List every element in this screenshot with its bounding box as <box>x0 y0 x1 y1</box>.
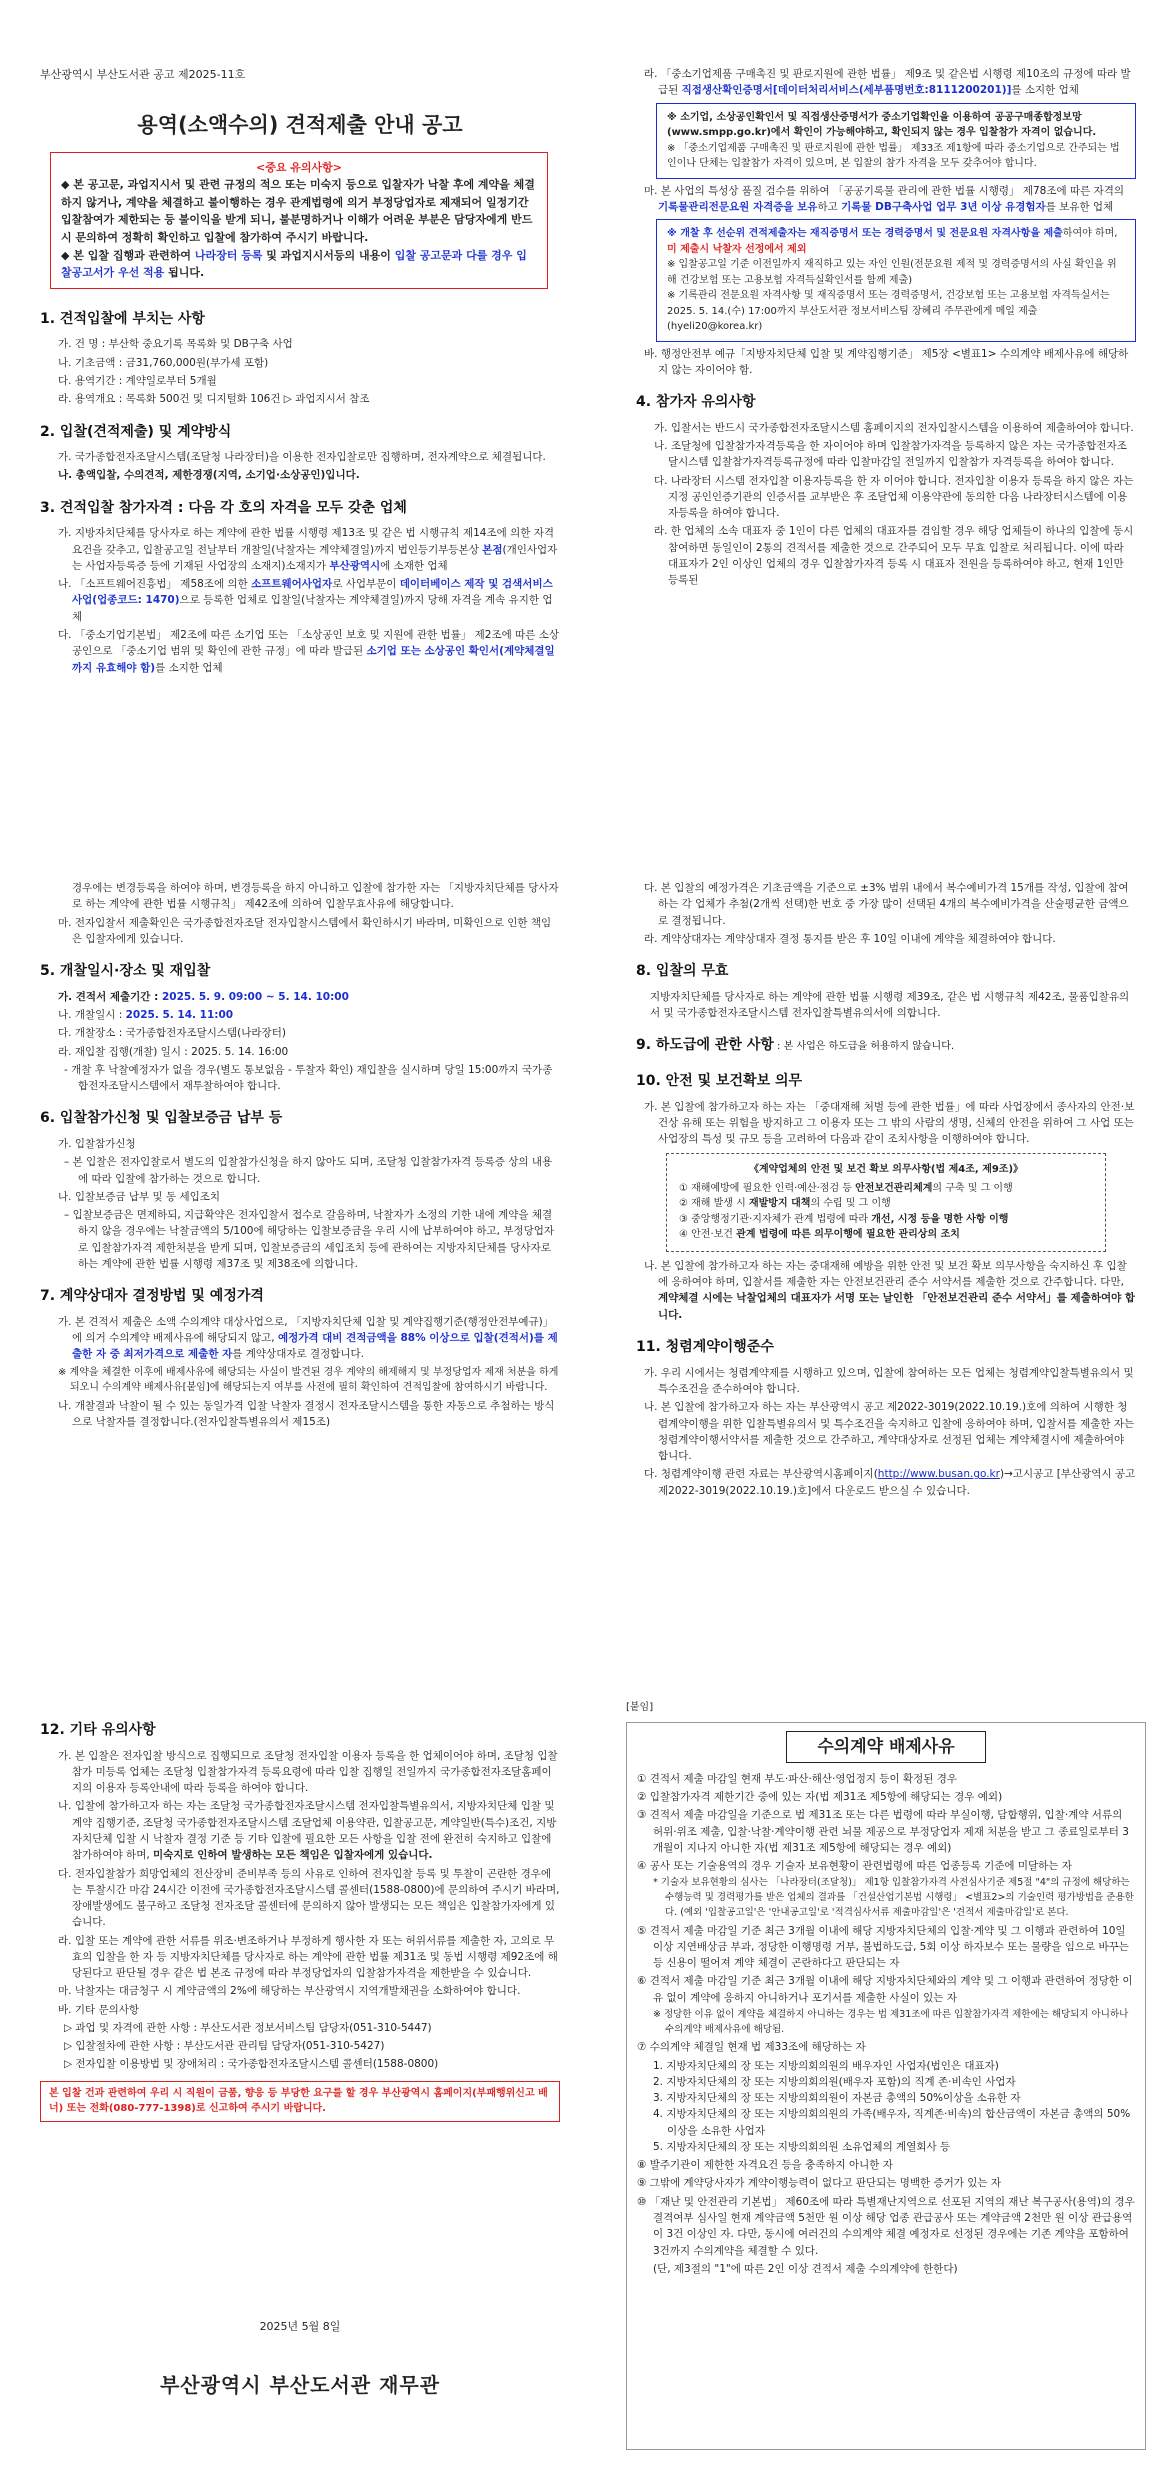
s4-d: 라. 한 업체의 소속 대표자 중 1인이 다른 업체의 대표자를 겸임할 경우 해당 업체들이 하나의 입찰에 동시 참여하면 동일인이 2통의 견적서를 제출한 것으로 간주되어 모두 무효 입찰로 처리됩니다. 이에 따라 대표자가 2인 이상인 업체의 경우 입찰참가자격 등록 시 대표자 전원을 등록하여야 하고, 현재 1인만 등록된 <box>654 525 1134 587</box>
annex-title: 수의계약 배제사유 <box>786 1731 985 1763</box>
s6-a1: – 본 입찰은 전자입찰로서 별도의 입찰참가신청을 하지 않아도 되며, 조달청 입찰참가자격 등록증 상의 내용에 따라 입찰에 참가하는 것으로 합니다. <box>64 1156 553 1185</box>
section6-title: 6. 입찰참가신청 및 입찰보증금 납부 등 <box>40 1110 283 1127</box>
s3-box4: ※ 입찰공고일 기준 이전일까지 재직하고 있는 자인 인원(전문요원 제적 및 경력증명서의 사실 확인을 위해 건강보험 또는 고용보험 자격득실확인서를 함께 제출) <box>667 259 1117 286</box>
s6-a: 가. 입찰참가신청 <box>58 1138 136 1151</box>
s4-c: 다. 나라장터 시스템 전자입찰 이용자등록을 한 자 이어야 합니다. 전자입찰 이용자 등록을 하지 않은 자는 지정 공인인증기관의 인증서를 교부받은 후 조달업체 이용약관에 동의한 다음 나라장터시스템에 이용자등록을 하여야 합니다. <box>654 474 1134 520</box>
s3-d: 라. 「중소기업제품 구매촉진 및 판로지원에 관한 법률」 제9조 및 같은법 시행령 제10조의 규정에 따라 발급된 직접생산확인증명서[데이터처리서비스(세부품명번호:8111200201)]를 소지한 업체 <box>644 68 1131 97</box>
s12-f1: ▷ 과업 및 자격에 관한 사항 : 부산도서관 정보서비스팀 담당자(051-310-5447) <box>64 2021 432 2034</box>
s11-c: 다. 청렴계약이행 관련 자료는 부산광역시홈페이지(http://www.busan.go.kr)→고시공고 [부산광역시 공고 제2022-3019(2022.10.19.)호]에서 다운로드 받으실 수 있습니다. <box>644 1468 1136 1497</box>
s12-c: 다. 전자입찰참가 희망업체의 전산장비 준비부족 등의 사유로 인하여 전자입찰 등록 및 투찰이 곤란한 경우에는 투찰시간 마감 24시간 이전에 국가종합전자조달시스템 콜센터(1588-0800)에 문의하여 주시기 바라며, 장애발생에도 불구하고 조달청 전자조달 콜센터에 문의하지 않아 발생되는 모든 책임은 입찰참가자에게 있습니다. <box>58 1867 560 1929</box>
s5-d: 라. 재입찰 집행(개찰) 일시 : 2025. 5. 14. 16:00 <box>58 1045 289 1058</box>
section5-title: 5. 개찰일시·장소 및 재입찰 <box>40 963 211 980</box>
s3-box5: ※ 기록관리 전문요원 자격사항 및 재직증명서 또는 경력증명서, 건강보험 또는 고용보험 자격득실서는 2025. 5. 14.(수) 17:00까지 부산도서관 정보서비스팀 장혜리 주무관에게 메일 제출(hyeli20@korea.kr) <box>667 290 1110 333</box>
s11-a: 가. 우리 시에서는 청렴계약제를 시행하고 있으며, 입찰에 참여하는 모든 업체는 청렴계약입찰특별유의서 및 특수조건을 준수하여야 합니다. <box>644 1366 1134 1395</box>
section10-title: 10. 안전 및 보건확보 의무 <box>636 1072 803 1089</box>
s10-duty-box <box>666 1153 1106 1252</box>
s12-f2: ▷ 입찰절차에 관한 사항 : 부산도서관 관리팀 담당자(051-310-5427) <box>64 2040 385 2053</box>
s3-info-box <box>656 103 1136 179</box>
s3-box2: ※ 「중소기업제품 구매촉진 및 판로지원에 관한 법률」 제33조 제1항에 따라 중소기업으로 간주되는 법인이나 단체는 입찰참가 자격이 있으며, 본 입찰의 참가 자격을 모두 갖추어야 합니다. <box>667 142 1120 170</box>
panel2-left <box>40 880 560 1432</box>
busan-homepage-link[interactable]: http://www.busan.go.kr <box>877 1468 1000 1481</box>
annex-item-7-3: 3. 지방자치단체의 장 또는 지방의회의원이 자본금 총액의 50%이상을 소유한 자 <box>653 2092 1021 2105</box>
s3-staff-box <box>656 219 1136 342</box>
caution-heading: <중요 유의사항> <box>255 160 343 174</box>
section12-title: 12. 기타 유의사항 <box>40 1722 156 1738</box>
s4-b: 나. 조달청에 입찰참가자격등록을 한 자이어야 하며 입찰참가자격을 등록하지 않은 자는 국가종합전자조달시스템 입찰참가자격등록규정에 따라 입찰마감일 전일까지 입찰참가 자격등록을 하여야 합니다. <box>654 440 1127 469</box>
annex-item-5: ⑤ 견적서 제출 마감일 기준 최근 3개월 이내에 해당 지방자치단체의 입찰·계약 및 그 이행과 관련하여 10일 이상 지연배상금 부과, 정당한 이행명령 거부, 불법하도급, 5회 이상 하자보수 또는 물량을 임으로 바꾸는 등 신용이 떨어져 계약 체결이 곤란하다고 판단되는 자 <box>637 1924 1129 1970</box>
s3-box3: ※ 개찰 후 선순위 견적제출자는 재직증명서 또는 경력증명서 및 전문요원 자격사항을 제출하여야 하며, 미 제출시 낙찰자 선정에서 제외 <box>667 228 1118 255</box>
annex-item-4-note: * 기술자 보유현황의 심사는 「나라장터(조달청)」 제1항 입찰참가자격 사전심사기준 제5절 "4"의 규정에 해당하는 수행능력 및 경력평가를 받은 업체의 결과를 「건설산업기본법 시행령」 <별표2>의 기술인력 평가방법을 준용한다. (예외 '입찰공고일'은 '안내공고일'로 '적격심사서류 제출마감일'은 '견적서 제출마감일'로 본다. <box>653 1877 1134 1918</box>
section7-title: 7. 계약상대자 결정방법 및 예정가격 <box>40 1288 264 1305</box>
s7-a: 가. 본 견적서 제출은 소액 수의계약 대상사업으로, 「지방자치단체 입찰 및 계약집행기준(행정안전부예규)」에 의거 수의계약 배제사유에 해당되지 않고, 예정가격 대비 견적금액을 88% 이상으로 입찰(견적서)를 제출한 자 중 최저가격으로 제출한 자를 계약상대자로 결정합니다. <box>58 1315 558 1361</box>
s10-box-title: 《계약업체의 안전 및 보건 확보 의무사항(법 제4조, 제9조)》 <box>748 1164 1024 1176</box>
section8-title: 8. 입찰의 무효 <box>636 963 729 980</box>
annex-item-10: ⑩ 「재난 및 안전관리 기본법」 제60조에 따라 특별재난지역으로 선포된 지역의 재난 복구공사(용역)의 경우 결격여부 심사일 현재 계약금액 5천만 원 이상 해당 업종 관급공사 또는 계약금액 2천만 원 이상 관급용역이 3건 이상인 자. 다만, 동시에 여러건의 수의계약 체결 예정자로 선정된 경우에는 기존 계약을 포함하여 3건까지 수의계약을 체결할 수 있다. <box>637 2195 1135 2257</box>
s7-a-note: ※ 계약을 체결한 이후에 배제사유에 해당되는 사실이 발견된 경우 계약의 해제해지 및 부정당업자 제재 처분을 하게 되오니 수의계약 배제사유[붙임]에 해당되는지 여부를 사전에 필히 확인하여 견적입찰에 참여하시기 바랍니다. <box>58 1366 559 1394</box>
s5-a: 가. 견적서 제출기간 : 2025. 5. 9. 09:00 ~ 5. 14. 10:00 <box>58 990 349 1003</box>
annex-item-7: ⑦ 수의계약 체결일 현재 법 제33조에 해당하는 자 <box>637 2041 866 2054</box>
annex-tag: [붙임] <box>626 1702 654 1713</box>
s12-d: 라. 입찰 또는 계약에 관한 서류를 위조·변조하거나 부정하게 행사한 자 또는 허위서류를 제출한 자, 고의로 무효의 입찰을 한 자 등 지방자치단체를 당사자로 하는 계약에 관한 법률 제31조 및 동법 시행령 제92조에 해당된다고 판단될 경우 같은 법 본조 규정에 따라 부정당업자의 입찰참가자격을 제한받을 수 있습니다. <box>58 1934 558 1980</box>
section2-title: 2. 입찰(견적제출) 및 계약방식 <box>40 423 232 440</box>
section9: 9. 하도급에 관한 사항 : 본 사업은 하도급을 허용하지 않습니다. <box>636 1037 955 1054</box>
section1-title: 1. 견적입찰에 부치는 사항 <box>40 310 205 327</box>
annex-item-2: ② 입찰참가자격 제한기간 중에 있는 자(법 제31조 제5항에 해당되는 경우 예외) <box>637 1791 1003 1804</box>
s5-b: 나. 개찰일시 : 2025. 5. 14. 11:00 <box>58 1009 234 1022</box>
page-title: 용역(소액수의) 견적제출 안내 공고 <box>137 113 463 138</box>
annex-item-6: ⑥ 견적서 제출 마감일 기준 최근 3개월 이내에 해당 지방자치단체와의 계약 및 그 이행과 관련하여 정당한 이유 없이 계약에 응하지 아니하거나 포기서를 제출한 사실이 있는 자 <box>637 1975 1133 2004</box>
s1-a: 가. 건 명 : 부산학 중요기록 목록화 및 DB구축 사업 <box>58 338 293 351</box>
panel2-right <box>636 880 1136 1501</box>
caution-p1: ◆ 본 공고문, 과업지시서 및 관련 규정의 적으 또는 미숙지 등으로 입찰자가 낙찰 후에 계약을 체결하지 않거나, 계약을 체결하고 불이행하는 경우 관계법령에 의거 부정당업자로 제재되어 일정기간 입찰참여가 제한되는 등 불이익을 받게 되니, 불분명하거나 이해가 어려운 부분은 담당자에게 반드시 문의하여 정확히 확인하고 입찰에 참가하여 주시기 바랍니다. <box>61 178 535 244</box>
s3-c: 다. 「중소기업기본법」 제2조에 따른 소기업 또는 「소상공인 보호 및 지원에 관한 법률」 제2조에 따른 소상공인으로 「중소기업 범위 및 확인에 관한 규정」에 따라 발급된 소기업 또는 소상공인 확인서(계약체결일까지 유효해야 함)를 소지한 업체 <box>58 629 560 674</box>
s3-b: 나. 「소프트웨어진흥법」 제58조에 의한 소프트웨어사업자로 사업부문이 데이터베이스 제작 및 검색서비스 사업(업종코드: 1470)으로 등록한 업체로 입찰일(낙찰자는 계약체결일)까지 당해 자격을 계속 유지한 업체 <box>58 578 553 623</box>
s11-b: 나. 본 입찰에 참가하고자 하는 자는 부산광역시 공고 제2022-3019(2022.10.19.)호에 의하여 시행한 청렴계약이행을 위한 입찰특별유의서 및 특수조건을 숙지하고 입찰에 응하여야 하며, 입찰서를 제출한 자는 청렴계약이행서약서를 제출한 것으로 간주하고, 계약대상자로 선정된 업체는 계약체결시에 제출하여야 합니다. <box>644 1401 1135 1463</box>
s10-b: 나. 본 입찰에 참가하고자 하는 자는 중대재해 예방을 위한 안전 및 보건 확보 의무사항을 숙지하신 후 입찰에 응하여야 하며, 입찰서를 제출한 자는 안전보건관리 준수 서약서를 제출한 것으로 간주합니다. 다만, 계약체결 시에는 낙찰업체의 대표자가 서명 또는 날인한 「안전보건관리 준수 서약서」를 제출하여야 합니다. <box>644 1259 1136 1321</box>
s3-box1: ※ 소기업, 소상공인확인서 및 직접생산증명서가 중소기업확인을 이용하여 공공구매종합정보망(www.smpp.go.kr)에서 확인이 가능해야하고, 확인되지 않는 경우 입찰참가 자격이 없습니다. <box>667 111 1097 139</box>
s3-f: 바. 행정안전부 예규「지방자치단체 입찰 및 계약집행기준」 제5장 <별표1> 수의계약 배제사유에 해당하지 않는 자이어야 함. <box>644 347 1129 376</box>
s12-warning: 본 입찰 건과 관련하여 우리 시 직원이 금품, 향응 등 부당한 요구를 할 경우 부산광역시 홈페이지(부패행위신고 배너) 또는 전화(080-777-1398)로 신고하여 주시기 바랍니다. <box>40 2081 560 2122</box>
panel1-right <box>636 66 1136 590</box>
s5-e: - 개찰 후 낙찰예정자가 없을 경우(별도 통보없음 - 투찰자 확인) 재입찰을 실시하며 당일 15:00까지 국가종합전자조달시스템에서 재투찰하여야 합니다. <box>64 1063 553 1093</box>
notice-number: 부산광역시 부산도서관 공고 제2025-11호 <box>40 68 246 81</box>
s10-box-2: ② 재해 발생 시 재발방지 대책의 수립 및 그 이행 <box>679 1198 891 1210</box>
caution-p2: ◆ 본 입찰 집행과 관련하여 나라장터 등록 및 과업지시서등의 내용이 입찰 공고문과 다를 경우 입찰공고서가 우선 적용 됩니다. <box>61 248 527 280</box>
s8-a: 지방자치단체를 당사자로 하는 계약에 관한 법률 시행령 제39조, 같은 법 시행규칙 제42조, 물품입찰유의서 및 국가종합전자조달시스템 전자입찰특별유의서에 의합니다. <box>650 990 1130 1020</box>
s4-a: 가. 입찰서는 반드시 국가종합전자조달시스템 홈페이지의 전자입찰시스템을 이용하여 제출하여야 합니다. <box>654 421 1134 434</box>
s12-b: 나. 입찰에 참가하고자 하는 자는 조달청 국가종합전자조달시스템 전자입찰특별유의서, 지방자치단체 입찰 및 계약 집행기준, 조달청 국가종합전자조달시스템 조달업체 이용약관, 입찰공고문, 계약일반(특수)조건, 지방자치단체 입찰 시 낙찰자 결정 기준 등 기타 입찰에 필요한 모든 사항을 입찰 전에 완전히 숙지하고 입찰에 참가하여야 하며, 미숙지로 인하여 발생하는 모든 책임은 입찰자에게 있습니다. <box>58 1800 557 1862</box>
annex-panel <box>626 1700 1146 2450</box>
s5-c: 다. 개찰장소 : 국가종합전자조달시스템(나라장터) <box>58 1027 286 1040</box>
s3-e: 마. 본 사업의 특성상 품질 검수를 위하여 「공공기록물 관리에 관한 법률 시행령」 제78조에 따른 자격의 기록물관리전문요원 자격증을 보유하고 기록물 DB구축사업 업무 3년 이상 유경험자를 보유한 업체 <box>644 184 1125 213</box>
annex-item-7-5: 5. 지방자치단체의 장 또는 지방의회의원 소유업체의 계열회사 등 <box>653 2140 951 2153</box>
footer-signature: 부산광역시 부산도서관 재무관 <box>159 2373 441 2397</box>
section4-title: 4. 참가자 유의사항 <box>636 394 756 411</box>
annex-item-4: ④ 공사 또는 기술용역의 경우 기술자 보유현황이 관련법령에 따른 업종등록 기준에 미달하는 자 <box>637 1860 1072 1873</box>
annex-item-1: ① 견적서 제출 마감일 현재 부도·파산·해산·영업정지 등이 확정된 경우 <box>637 1772 957 1785</box>
s1-c: 다. 용역기간 : 계약일로부터 5개월 <box>58 374 217 387</box>
s10-box-3: ③ 중앙행정기관·지자체가 관계 법령에 따라 개선, 시정 등을 명한 사항 이행 <box>679 1213 1009 1225</box>
section3-title: 3. 견적입찰 참가자격 : 다음 각 호의 자격을 모두 갖춘 업체 <box>40 499 407 516</box>
panel1-left <box>40 66 560 678</box>
s7-b: 나. 개찰결과 낙찰이 될 수 있는 동일가격 입찰 낙찰자 결정시 전자조달시스템을 통한 자동으로 추첨하는 방식으로 낙찰자를 결정합니다.(전자입찰특별유의서 제15조) <box>58 1399 555 1428</box>
s1-d: 라. 용역개요 : 목록화 500건 및 디지털화 106건 ▷ 과업지시서 참조 <box>58 393 370 406</box>
s10-box-4: ④ 안전·보건 관계 법령에 따른 의무이행에 필요한 관리상의 조치 <box>679 1229 960 1241</box>
s12-a: 가. 본 입찰은 전자입찰 방식으로 집행되므로 조달청 전자입찰 이용자 등록을 한 업체이어야 하며, 조달청 입찰참가 미등록 업체는 조달청 입찰참가자격 등록요령에 따라 입찰 집행일 전일까지 국가종합전자조달홈페이지의 이용자 등록안내에 따라 등록을 하여야 합니다. <box>58 1749 558 1795</box>
s4-e: 마. 전자입찰서 제출확인은 국가종합전자조달 전자입찰시스템에서 확인하시기 바라며, 미확인으로 인한 책임은 입찰자에게 있습니다. <box>58 916 552 945</box>
annex-frame <box>626 1722 1146 2450</box>
s2-b: 나. 총액입찰, 수의견적, 제한경쟁(지역, 소기업·소상공인)입니다. <box>58 469 360 482</box>
annex-item-6-note: ※ 정당한 이유 없이 계약을 체결하지 아니하는 경우는 법 제31조에 따른 입찰참가자격 제한에는 해당되지 아니하나 수의계약 배제사유에 해당됨. <box>653 2008 1129 2035</box>
s7-d: 라. 계약상대자는 계약상대자 결정 통지를 받은 후 10일 이내에 계약을 체결하여야 합니다. <box>644 932 1056 945</box>
section11-title: 11. 청렴계약이행준수 <box>636 1339 774 1356</box>
caution-box <box>50 152 548 289</box>
annex-item-9: ⑨ 그밖에 계약당사자가 계약이행능력이 없다고 판단되는 명백한 증거가 있는 자 <box>637 2177 1002 2190</box>
s4-d-cont: 경우에는 변경등록을 하여야 하며, 변경등록을 하지 아니하고 입찰에 참가한 자는 「지방자치단체를 당사자로 하는 계약에 관한 법률 시행규칙」 제42조에 의하여 입찰무효사유에 해당합니다. <box>72 882 559 911</box>
annex-item-7-2: 2. 지방자치단체의 장 또는 지방의회의원(배우자 포함)의 직계 존·비속인 사업자 <box>653 2075 1016 2088</box>
panel3-left <box>40 1720 560 2122</box>
footer-date: 2025년 5월 8일 <box>259 2320 341 2333</box>
s7-c: 다. 본 입찰의 예정가격은 기초금액을 기준으로 ±3% 범위 내에서 복수예비가격 15개를 작성, 입찰에 참여하는 각 업체가 추첨(2개씩 선택)한 번호 중 가장 많이 선택된 4개의 복수예비가격을 산술평균한 금액으로 결정됩니다. <box>644 882 1129 927</box>
s3-a: 가. 지방자치단체를 당사자로 하는 계약에 관한 법률 시행령 제13조 및 같은 법 시행규칙 제14조에 의한 자격요건을 갖추고, 입찰공고일 전날부터 개찰일(낙찰자는 계약체결일)까지 법인등기부등본상 본점(개인사업자는 사업자등록증 등에 기재된 사업장의 소재지)소재지가 부산광역시에 소재한 업체 <box>58 527 558 572</box>
s6-b1: – 입찰보증금은 면제하되, 지급확약은 전자입찰서 접수로 갈음하며, 낙찰자가 소정의 기한 내에 계약을 체결하지 않을 경우에는 낙찰금액의 5/100에 해당하는 입찰보증금을 우리 시에 납부하여야 하고, 부정당업자로 입찰참가자격 제한처분을 받게 되며, 입찰보증금의 세입조치 등에 관하여는 지방자치단체를 당사자로 하는 계약에 관한 법률 시행령 제37조 및 제38조에 의합니다. <box>64 1209 555 1270</box>
s12-e: 마. 낙찰자는 대금청구 시 계약금액의 2%에 해당하는 부산광역시 지역개발채권을 소화하여야 합니다. <box>58 1985 521 1998</box>
s1-b: 나. 기초금액 : 금31,760,000원(부가세 포함) <box>58 356 269 369</box>
annex-item-10-note: (단, 제3절의 "1"에 따른 2인 이상 견적서 제출 수의계약에 한한다) <box>653 2262 958 2275</box>
annex-item-8: ⑧ 발주기관이 제한한 자격요건 등을 충족하지 아니한 자 <box>637 2159 893 2172</box>
s12-f3: ▷ 전자입찰 이용방법 및 장애처리 : 국가종합전자조달시스템 콜센터(1588-0800) <box>64 2058 439 2071</box>
annex-item-7-4: 4. 지방자치단체의 장 또는 지방의회의원의 가족(배우자, 직계존·비속)의 합산금액이 자본금 총액의 50% 이상을 소유한 사업자 <box>653 2108 1131 2137</box>
s10-a: 가. 본 입찰에 참가하고자 하는 자는 「중대재해 처벌 등에 관한 법률」에 따라 사업장에서 종사자의 안전·보건상 유해 또는 위험을 방지하고 그 이용자 또는 그 밖의 사람의 생명, 신체의 안전을 위하여 그 사업 또는 사업장의 특성 및 규모 등을 고려하여 다음과 같이 조치사항을 이행하여야 합니다. <box>644 1100 1135 1146</box>
annex-item-3: ③ 견적서 제출 마감일을 기준으로 법 제31조 또는 다른 법령에 따라 부실이행, 담합행위, 입찰·계약 서류의 허위·위조 제출, 입찰·낙찰·계약이행 관련 뇌물 제공으로 부정당업자 제재 처분을 받고 그 종료일로부터 3개월이 지나지 아니한 자(법 제31조 제5항에 해당되는 경우 예외) <box>637 1809 1129 1854</box>
annex-item-7-1: 1. 지방자치단체의 장 또는 지방의회의원의 배우자인 사업자(법인은 대표자) <box>653 2059 999 2072</box>
s10-box-1: ① 재해예방에 필요한 인력·예산·점검 등 안전보건관리체계의 구축 및 그 이행 <box>679 1182 1013 1194</box>
s6-b: 나. 입찰보증금 납부 및 동 세입조치 <box>58 1190 221 1203</box>
s12-f: 바. 기타 문의사항 <box>58 2003 140 2016</box>
s2-a: 가. 국가종합전자조달시스템(조달청 나라장터)을 이용한 전자입찰로만 집행하며, 전자계약으로 체결됩니다. <box>58 451 546 464</box>
